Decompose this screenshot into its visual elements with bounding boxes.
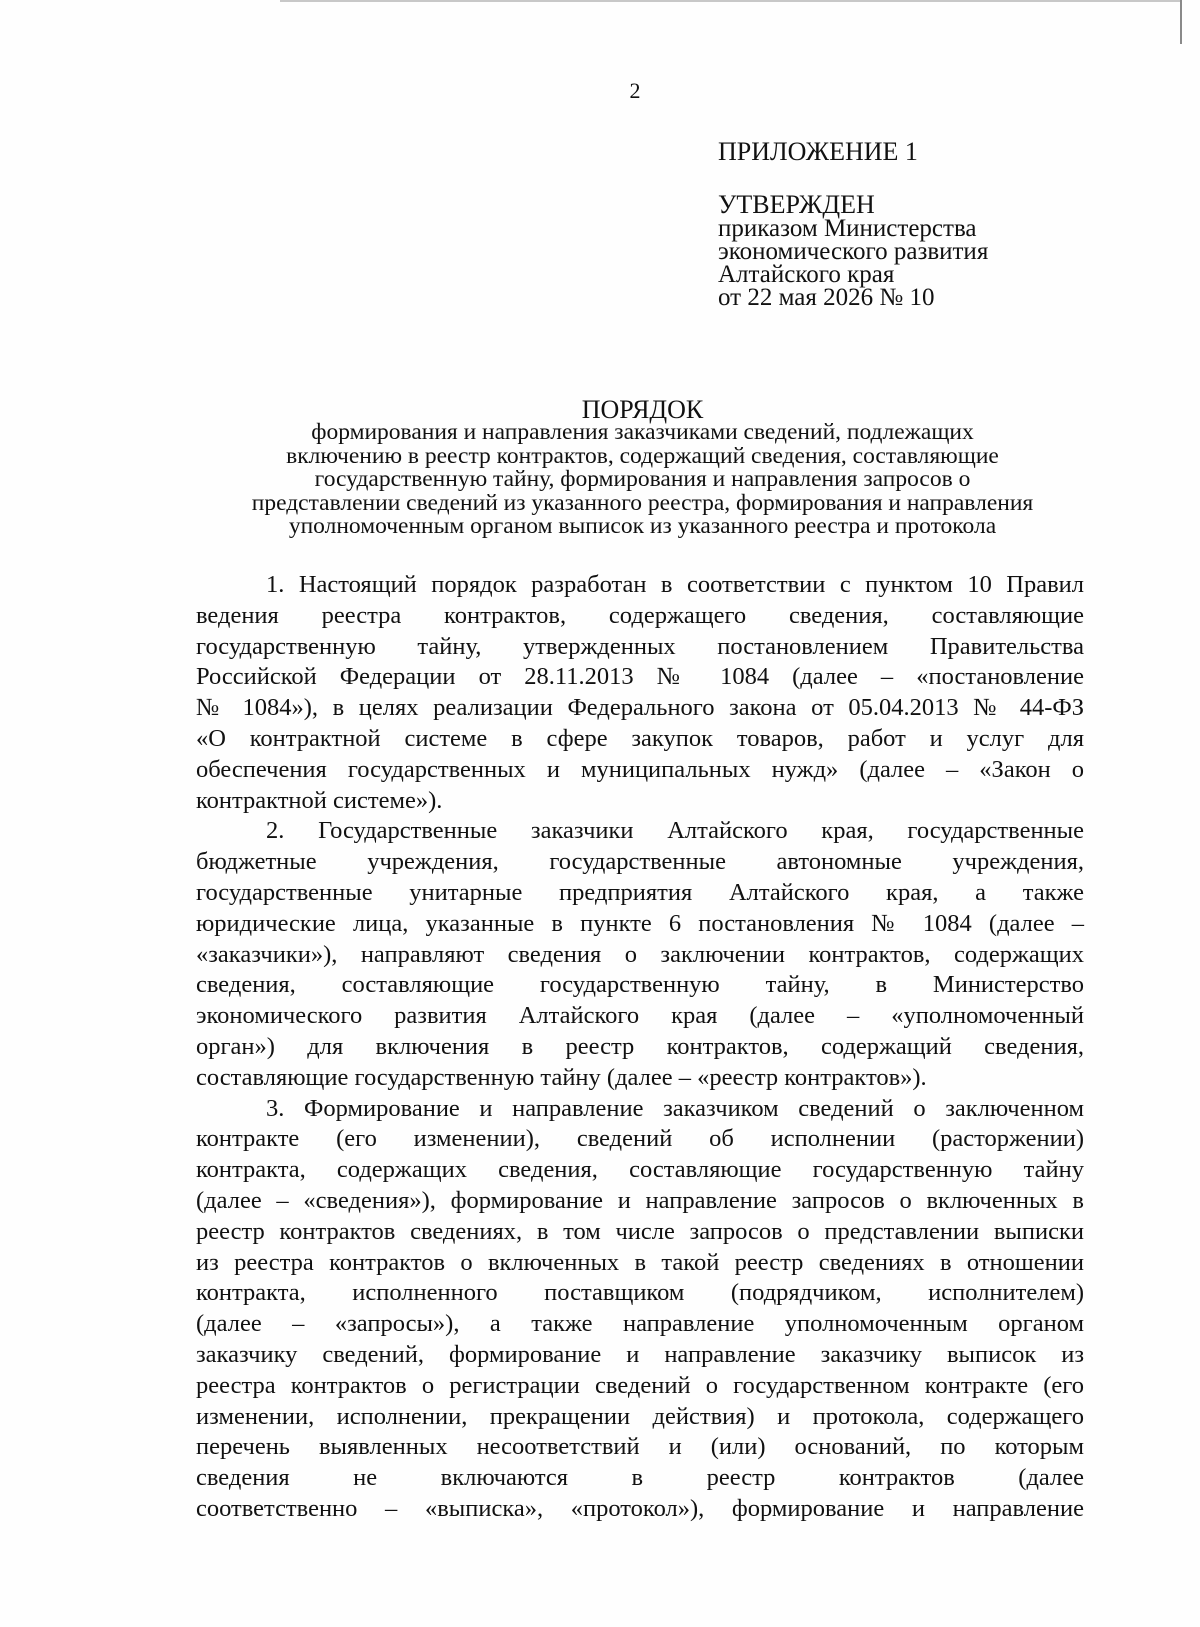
paragraph-line: сведения не включаются в реестр контрактов (далее [196,1464,1084,1492]
document-subtitle [190,421,1095,539]
paragraph-line: «заказчики»), направляют сведения о заключении контрактов, содержащих [196,940,1084,968]
paragraph-line: 2. Государственные заказчики Алтайского края, государственные [266,817,1084,845]
paragraph-line: контрактной системе»). [196,786,443,814]
subtitle-line: формирования и направления заказчиками сведений, подлежащих [311,419,974,445]
paragraph-line: экономического развития Алтайского края (далее – «уполномоченный [196,1002,1084,1030]
approval-line: экономического развития [718,238,989,265]
paragraph-line: обеспечения государственных и муниципальных нужд» (далее – «Закон о [196,755,1084,783]
paragraph-line: 1. Настоящий порядок разработан в соответствии с пунктом 10 Правил [266,571,1084,598]
paragraph-line: реестра контрактов о регистрации сведений о государственном контракте (его [196,1371,1084,1399]
page-number: 2 [629,78,641,103]
paragraph-line: соответственно – «выписка», «протокол»), формирование и направление [196,1494,1084,1522]
paragraph-line: орган») для включения в реестр контрактов, содержащий сведения, [196,1032,1084,1060]
paragraph-line: государственную тайну, утвержденных постановлением Правительства [196,632,1084,660]
paragraph-line: перечень выявленных несоответствий и (или) оснований, по которым [196,1433,1084,1461]
subtitle-line: уполномоченным органом выписок из указанного реестра и протокола [288,513,997,539]
paragraph-line: бюджетные учреждения, государственные автономные учреждения, [196,848,1084,876]
approval-line: приказом Министерства [718,215,977,242]
paragraph-line: контракта, исполненного поставщиком (подрядчиком, исполнителем) [196,1279,1084,1307]
paragraph-line: юридические лица, указанные в пункте 6 постановления № 1084 (далее – [196,909,1084,937]
paragraph-line: государственные унитарные предприятия Алтайского края, а также [196,878,1084,906]
paragraph-line: № 1084»), в целях реализации Федерального закона от 05.04.2013 № 44-ФЗ [196,694,1084,722]
paragraph-line: реестр контрактов сведениях, в том числе запросов о представлении выписки [196,1217,1084,1245]
document-title: ПОРЯДОК [581,395,704,424]
paragraph-2 [196,816,1084,1093]
approval-block [718,137,989,311]
approved-label: УТВЕРЖДЕН [718,190,875,219]
paragraph-line: Российской Федерации от 28.11.2013 № 1084 (далее – «постановление [196,663,1084,691]
paragraph-line: составляющие государственную тайну (далее – «реестр контрактов»). [196,1063,927,1091]
scan-edge-top [280,0,1180,2]
document-body [196,570,1084,1525]
subtitle-line: государственную тайну, формирования и направления запросов о [314,466,971,492]
paragraph-line: из реестра контрактов о включенных в такой реестр сведениях в отношении [196,1248,1084,1276]
paragraph-line: контракта, содержащих сведения, составляющие государственную тайну [196,1156,1084,1184]
subtitle-line: включению в реестр контрактов, содержащий сведения, составляющие [286,442,999,469]
paragraph-line: «О контрактной системе в сфере закупок товаров, работ и услуг для [196,724,1084,752]
scan-edge-right [1180,0,1182,44]
subtitle-line: представлении сведений из указанного реестра, формирования и направления [251,489,1034,516]
approval-date-line: от 22 мая 2026 № 10 [718,284,935,311]
approval-line: Алтайского края [718,261,895,288]
paragraph-line: ведения реестра контрактов, содержащего сведения, составляющие [196,601,1084,629]
appendix-label: ПРИЛОЖЕНИЕ 1 [718,137,918,166]
paragraph-line: заказчику сведений, формирование и направление заказчику выписок из [196,1340,1084,1368]
paragraph-3 [196,1094,1084,1525]
paragraph-line: сведения, составляющие государственную тайну, в Министерство [196,971,1084,999]
paragraph-line: 3. Формирование и направление заказчиком сведений о заключенном [266,1094,1084,1122]
paragraph-line: (далее – «сведения»), формирование и направление запросов о включенных в [196,1186,1084,1214]
paragraph-line: изменении, исполнении, прекращении действия) и протокола, содержащего [196,1402,1084,1430]
paragraph-1 [196,570,1084,816]
paragraph-line: (далее – «запросы»), а также направление уполномоченным органом [196,1310,1084,1338]
paragraph-line: контракте (его изменении), сведений об исполнении (расторжении) [196,1125,1084,1153]
